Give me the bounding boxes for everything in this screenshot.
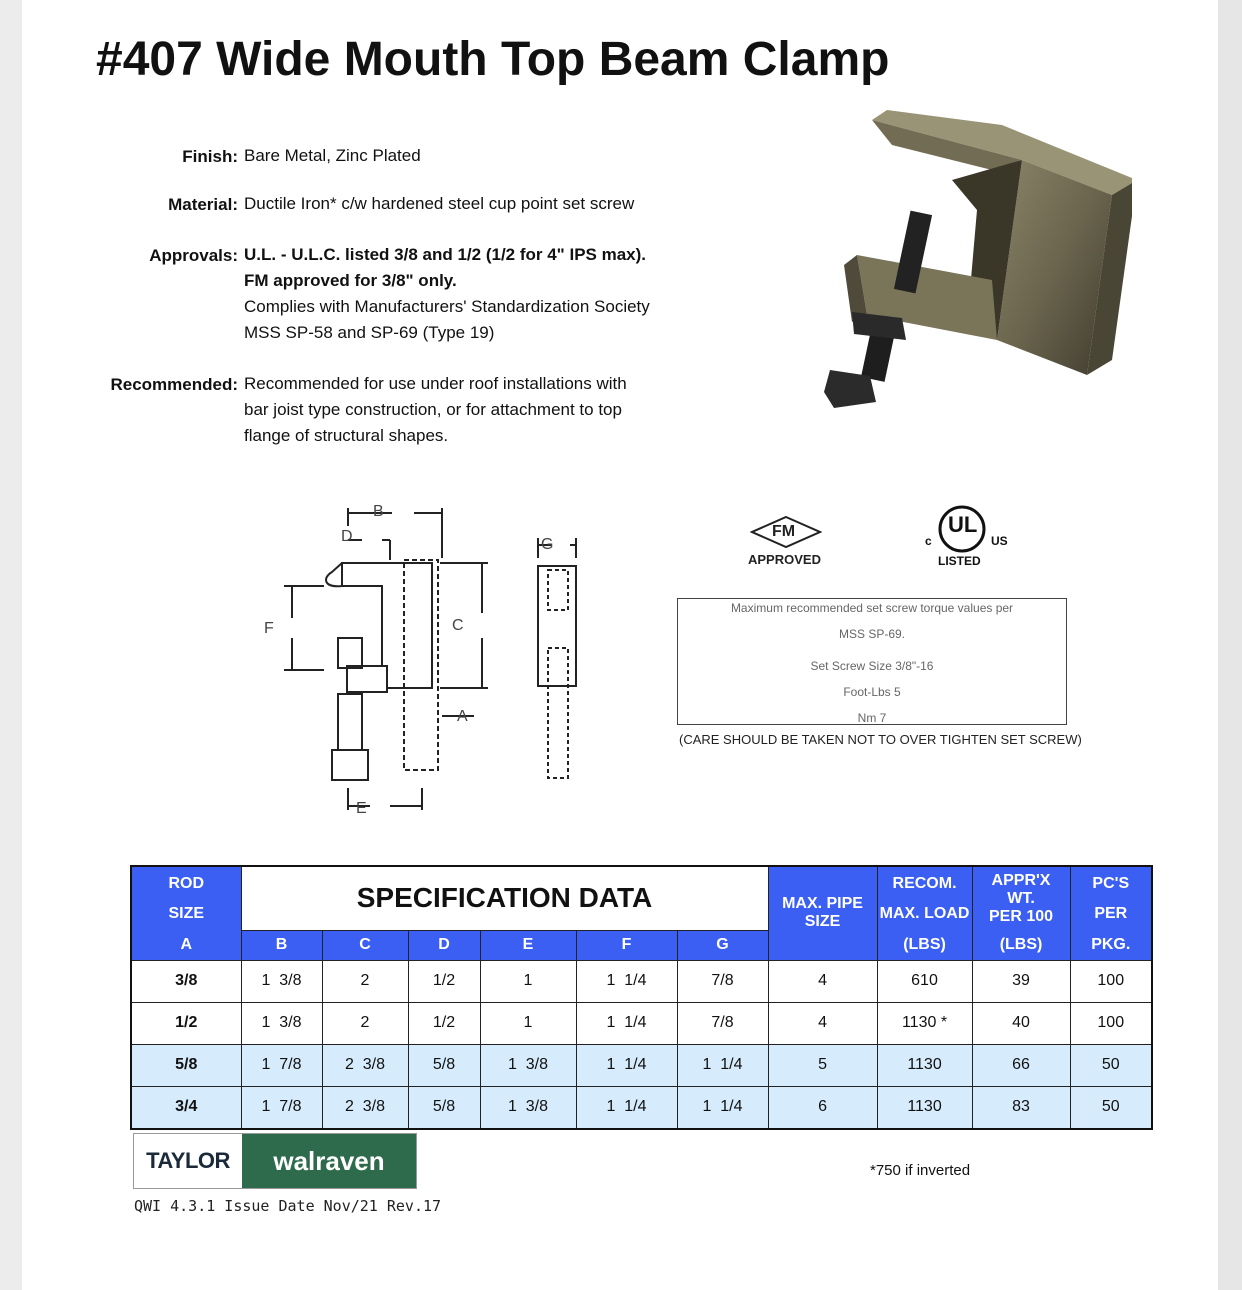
table-cell: 6 <box>768 1086 877 1129</box>
table-cell: 1 3/8 <box>480 1044 576 1086</box>
ul-c-mark: c <box>925 534 932 548</box>
table-cell: 2 <box>322 1002 408 1044</box>
beam-clamp-photo <box>792 100 1132 420</box>
finish-value: Bare Metal, Zinc Plated <box>244 146 421 165</box>
header-a: A <box>131 930 241 960</box>
table-row <box>131 1044 1152 1086</box>
header-recom <box>877 866 972 930</box>
torque-info-box <box>677 598 1067 725</box>
header-size-label: SIZE <box>168 904 205 922</box>
table-cell: 1 3/8 <box>480 1086 576 1129</box>
header-pcs-1: PC'S <box>1092 874 1130 892</box>
table-cell: 1 1/4 <box>576 1044 677 1086</box>
ul-logo-text: UL <box>948 512 978 537</box>
torque-line-1: Maximum recommended set screw torque values per <box>730 601 1014 615</box>
header-max-pipe-1: MAX. PIPE <box>782 895 863 913</box>
table-cell: 1/2 <box>131 1002 241 1044</box>
table-cell: 1130 <box>877 1044 972 1086</box>
header-max-pipe-2: SIZE <box>804 913 841 931</box>
header-weight-4: (LBS) <box>972 930 1070 960</box>
recommended-line-1: Recommended for use under roof installations with <box>244 374 627 393</box>
fm-logo-text: FM <box>772 523 796 540</box>
table-cell: 1 <box>480 960 576 1002</box>
table-cell: 5/8 <box>408 1044 480 1086</box>
table-cell: 1 <box>480 1002 576 1044</box>
header-recom-3: (LBS) <box>877 930 972 960</box>
table-cell: 50 <box>1070 1044 1152 1086</box>
table-title: SPECIFICATION DATA <box>356 882 653 914</box>
table-cell: 100 <box>1070 960 1152 1002</box>
table-body <box>131 960 1152 1129</box>
approvals-line-2: FM approved for 3/8" only. <box>244 271 457 290</box>
page-title: #407 Wide Mouth Top Beam Clamp <box>96 33 890 86</box>
header-e: E <box>480 930 576 960</box>
table-cell: 1/2 <box>408 960 480 1002</box>
table-cell: 1 1/4 <box>677 1086 768 1129</box>
dim-label-f: F <box>264 620 274 637</box>
scrollbar-track[interactable] <box>1218 0 1242 1290</box>
table-cell: 7/8 <box>677 1002 768 1044</box>
material-value: Ductile Iron* c/w hardened steel cup point set screw <box>244 194 635 213</box>
header-recom-2: MAX. LOAD <box>879 904 970 922</box>
finish-label: Finish: <box>182 147 238 166</box>
header-pcs <box>1070 866 1152 930</box>
table-cell: 5 <box>768 1044 877 1086</box>
fm-caption: APPROVED <box>748 552 821 567</box>
header-g: G <box>677 930 768 960</box>
table-cell: 4 <box>768 1002 877 1044</box>
torque-nm: Nm 7 <box>857 711 887 725</box>
table-cell: 1 7/8 <box>241 1044 322 1086</box>
table-cell: 1 1/4 <box>576 960 677 1002</box>
table-cell: 40 <box>972 1002 1070 1044</box>
table-cell: 5/8 <box>408 1086 480 1129</box>
torque-line-2: MSS SP-69. <box>838 627 906 641</box>
header-pcs-2: PER <box>1094 904 1128 922</box>
header-rod-label: ROD <box>168 874 205 892</box>
approvals-value <box>244 242 650 346</box>
header-b: B <box>241 930 322 960</box>
table-cell: 4 <box>768 960 877 1002</box>
table-cell: 5/8 <box>131 1044 241 1086</box>
dim-label-c: C <box>452 617 464 634</box>
dim-label-e: E <box>356 800 367 817</box>
ul-caption: LISTED <box>938 554 981 568</box>
table-cell: 39 <box>972 960 1070 1002</box>
header-weight-3: PER 100 <box>988 907 1054 925</box>
table-cell: 50 <box>1070 1086 1152 1129</box>
recommended-line-3: flange of structural shapes. <box>244 426 449 445</box>
header-weight <box>972 866 1070 930</box>
torque-foot-lbs: Foot-Lbs 5 <box>843 685 901 699</box>
table-row <box>131 1086 1152 1129</box>
table-cell: 100 <box>1070 1002 1152 1044</box>
table-row <box>131 960 1152 1002</box>
table-cell: 1/2 <box>408 1002 480 1044</box>
header-max-pipe <box>768 866 877 960</box>
recommended-value <box>244 371 627 449</box>
approvals-line-4: MSS SP-58 and SP-69 (Type 19) <box>244 323 495 342</box>
table-title-cell <box>241 866 768 930</box>
taylor-walraven-logo <box>133 1133 417 1189</box>
table-row <box>131 1002 1152 1044</box>
logo-walraven-text: walraven <box>242 1134 416 1188</box>
header-weight-2: WT. <box>1007 889 1035 907</box>
ul-us-mark: US <box>991 534 1008 548</box>
material-label: Material: <box>168 195 238 214</box>
header-c: C <box>322 930 408 960</box>
document-page <box>22 0 1218 1290</box>
table-cell: 2 3/8 <box>322 1086 408 1129</box>
table-cell: 66 <box>972 1044 1070 1086</box>
table-cell: 3/4 <box>131 1086 241 1129</box>
logo-taylor-text: TAYLOR <box>134 1134 242 1188</box>
table-cell: 1 3/8 <box>241 1002 322 1044</box>
header-rod <box>131 866 241 930</box>
table-cell: 1 3/8 <box>241 960 322 1002</box>
recommended-label: Recommended: <box>110 375 238 394</box>
torque-screw-size: Set Screw Size 3/8"-16 <box>810 659 934 673</box>
issue-date: QWI 4.3.1 Issue Date Nov/21 Rev.17 <box>134 1197 442 1215</box>
table-cell: 1130 * <box>877 1002 972 1044</box>
table-cell: 3/8 <box>131 960 241 1002</box>
dim-label-g: G <box>541 536 554 553</box>
dim-label-b: B <box>373 503 384 520</box>
table-cell: 2 3/8 <box>322 1044 408 1086</box>
table-cell: 1 1/4 <box>576 1086 677 1129</box>
torque-caution: (CARE SHOULD BE TAKEN NOT TO OVER TIGHTEN SET SCREW) <box>679 732 1082 747</box>
table-cell: 2 <box>322 960 408 1002</box>
table-cell: 83 <box>972 1086 1070 1129</box>
table-cell: 7/8 <box>677 960 768 1002</box>
header-weight-1: APPR'X <box>991 871 1051 889</box>
footnote: *750 if inverted <box>870 1162 971 1179</box>
table-cell: 1 1/4 <box>576 1002 677 1044</box>
header-pcs-3: PKG. <box>1070 930 1152 960</box>
table-cell: 1 7/8 <box>241 1086 322 1129</box>
table-cell: 610 <box>877 960 972 1002</box>
approvals-line-1: U.L. - U.L.C. listed 3/8 and 1/2 (1/2 for 4" IPS max). <box>244 245 646 264</box>
dim-label-d: D <box>341 528 353 545</box>
recommended-line-2: bar joist type construction, or for attachment to top <box>244 400 622 419</box>
header-d: D <box>408 930 480 960</box>
header-f: F <box>576 930 677 960</box>
specification-table <box>130 865 1153 1130</box>
header-recom-1: RECOM. <box>892 874 957 892</box>
approvals-line-3: Complies with Manufacturers' Standardization Society <box>244 297 650 316</box>
approvals-label: Approvals: <box>149 246 238 265</box>
dim-label-a: A <box>457 708 468 725</box>
table-cell: 1 1/4 <box>677 1044 768 1086</box>
table-cell: 1130 <box>877 1086 972 1129</box>
